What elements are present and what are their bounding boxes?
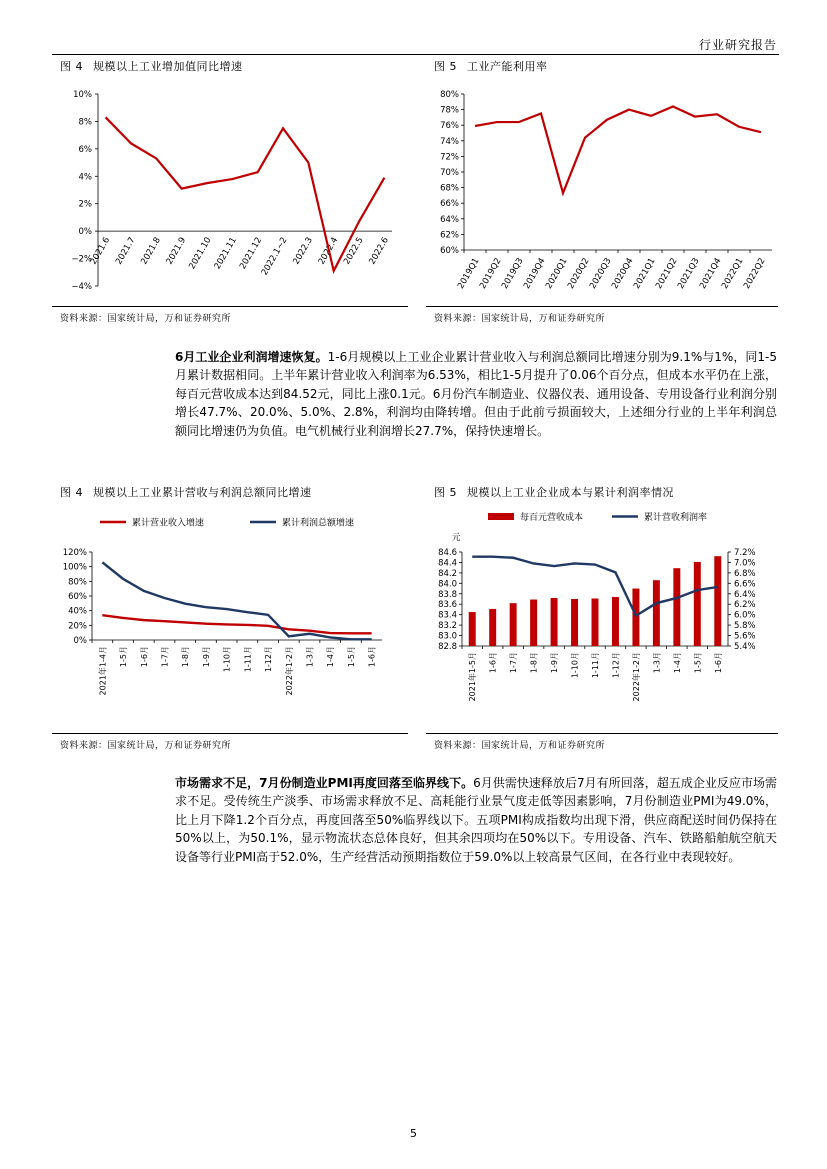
fig2-number: 图 5: [434, 60, 457, 73]
fig1-number: 图 4: [60, 60, 83, 73]
fig3-y-tick-label: 40%: [68, 606, 87, 617]
fig3-y-tick-label: 0%: [73, 636, 87, 646]
fig4-x-tick-label: 1-9月: [550, 652, 560, 674]
fig3-y-tick-label: 20%: [68, 621, 87, 632]
fig4-x-tick-label: 1-10月: [570, 652, 580, 679]
fig1-y-tick-label: 2%: [78, 199, 92, 210]
fig2-y-tick-label: 64%: [440, 214, 459, 225]
fig2-y-tick-label: 70%: [440, 168, 459, 178]
fig1-caption: [60, 58, 253, 74]
fig4-left-tick-label: 83.4: [438, 610, 457, 621]
fig4-left-tick-label: 84.0: [438, 579, 457, 590]
fig2-y-tick-label: 66%: [440, 199, 459, 210]
fig2-x-tick-label: 2020Q3: [588, 256, 614, 291]
fig2-x-tick-label: 2019Q2: [478, 256, 504, 291]
fig4-right-tick-label: 5.6%: [734, 631, 756, 642]
paragraph-pmi-lead: 市场需求不足，7月份制造业PMI再度回落至临界线下。: [175, 776, 474, 790]
fig2-x-tick-label: 2022Q2: [742, 256, 768, 291]
paragraph-profit: [175, 348, 777, 440]
fig3-x-tick-label: 1-9月: [201, 646, 211, 668]
fig1-x-tick-label: 2021.9: [164, 235, 189, 267]
fig2-y-tick-label: 76%: [440, 121, 459, 132]
fig1-y-tick-label: −2%: [71, 254, 92, 265]
fig3-svg: [52, 504, 412, 728]
fig4-x-tick-label: 1-7月: [509, 652, 519, 674]
report-category: 行业研究报告: [698, 38, 777, 52]
fig4-left-axis-unit: 元: [452, 533, 461, 543]
paragraph-profit-lead: 6月工业企业利润增速恢复。: [175, 350, 328, 364]
fig1-y-tick-label: 6%: [78, 144, 92, 155]
fig4-bar: [632, 589, 639, 646]
header-divider: [52, 54, 779, 55]
fig4-source-rule: [426, 733, 778, 734]
fig4-bar: [653, 580, 660, 646]
fig4-x-tick-label: 1-11月: [591, 652, 600, 679]
fig1-x-tick-label: 2022.1~2: [259, 235, 290, 278]
fig2-x-tick-label: 2021Q1: [632, 256, 658, 291]
fig1-svg: [52, 78, 412, 300]
fig4-right-tick-label: 5.4%: [734, 642, 756, 652]
fig4-x-tick-label: 1-12月: [611, 652, 621, 679]
fig1-y-tick-label: 4%: [78, 172, 92, 183]
fig1-x-tick-label: 2021.10: [187, 235, 214, 272]
fig4-bar: [612, 597, 619, 646]
fig4-bar: [551, 598, 558, 646]
fig2-x-tick-label: 2019Q3: [500, 256, 526, 291]
fig2-y-tick-label: 72%: [440, 152, 459, 163]
fig4-left-tick-label: 84.4: [438, 558, 457, 569]
page-number: 5: [410, 1127, 417, 1140]
fig3-x-tick-label: 2021年1-4月: [98, 646, 108, 696]
fig1-x-tick-label: 2021.6: [88, 235, 113, 267]
fig4-bar: [694, 562, 701, 646]
fig3-x-tick-label: 1-5月: [346, 646, 356, 668]
fig4-bar: [592, 598, 599, 646]
fig2-y-tick-label: 74%: [440, 136, 459, 147]
fig4-left-tick-label: 84.6: [438, 548, 457, 558]
fig3-legend-label: 累计利润总额增速: [282, 518, 355, 529]
fig4-left-tick-label: 84.2: [438, 568, 457, 579]
fig4-right-tick-label: 6.4%: [734, 589, 756, 600]
fig3-caption: [60, 484, 322, 500]
fig2-source: 资料来源：国家统计局，万和证券研究所: [434, 314, 606, 324]
fig3-x-tick-label: 1-4月: [326, 646, 336, 668]
fig3-y-tick-label: 100%: [62, 562, 87, 573]
fig4-left-tick-label: 83.8: [438, 589, 457, 600]
fig2-y-tick-label: 80%: [440, 90, 459, 100]
fig4-right-tick-label: 7.0%: [734, 558, 756, 569]
fig4-legend-label-bar: 每百元营收成本: [520, 513, 584, 523]
fig2-x-tick-label: 2020Q1: [544, 256, 570, 291]
fig3-profit-line: [102, 562, 371, 639]
fig2-caption: [434, 58, 558, 74]
fig3-y-tick-label: 120%: [62, 548, 87, 558]
fig2-x-tick-label: 2021Q4: [698, 256, 724, 291]
fig4-legend-swatch-bar: [488, 513, 514, 520]
fig3-x-tick-label: 1-3月: [305, 646, 315, 668]
fig1-x-tick-label: 2022.4: [316, 235, 341, 267]
fig1-x-tick-label: 2021.7: [114, 235, 138, 267]
fig4-legend-label-line: 累计营收利润率: [644, 513, 708, 523]
fig4-x-tick-label: 1-4月: [672, 652, 682, 674]
fig3-y-tick-label: 60%: [68, 592, 87, 602]
fig4-x-tick-label: 1-6月: [713, 652, 723, 674]
fig2-x-tick-label: 2022Q1: [720, 256, 746, 291]
fig1-x-tick-label: 2022.5: [342, 235, 366, 267]
fig2-y-tick-label: 62%: [440, 230, 459, 241]
fig3-source-rule: [52, 733, 408, 734]
fig4-bar: [673, 568, 680, 646]
fig4-x-tick-label: 2022年1-2月: [631, 652, 641, 702]
paragraph-profit-body: 1-6月规模以上工业企业累计营业收入与利润总额同比增速分别为9.1%与1%，同1-5月累计数据相同。上半年累计营业收入利润率为6.53%，相比1-5月提升了0.06个百分点，但成本水平仍在上涨，每百元营收成本达到84.52元，同比上涨0.1元。6月份汽车制造业、仪器仪表、通用设备、专用设备行业利润分别增长47.7%、20.0%、5.0%、2.8%，利润均由降转增。但由于此前亏损面较大，上述细分行业的上半年利润总额同比增速仍为负值。电气机械行业利润增长27.7%，保持快速增长。: [175, 350, 777, 438]
fig3-title: 规模以上工业累计营收与利润总额同比增速: [93, 486, 312, 499]
fig3-x-tick-label: 1-7月: [160, 646, 170, 668]
fig2-title: 工业产能利用率: [467, 60, 548, 73]
fig1-y-tick-label: 8%: [78, 117, 92, 128]
fig4-left-tick-label: 83.0: [438, 631, 457, 642]
fig4-x-tick-label: 1-6月: [488, 652, 498, 674]
fig4-x-tick-label: 1-3月: [652, 652, 662, 674]
fig4-x-tick-label: 1-8月: [529, 652, 539, 674]
fig2-y-tick-label: 68%: [440, 183, 459, 194]
fig2-x-tick-label: 2020Q4: [610, 256, 636, 291]
fig3-y-tick-label: 80%: [68, 577, 87, 588]
fig2-y-tick-label: 78%: [440, 105, 459, 116]
fig3-chart: [52, 504, 412, 728]
fig3-x-tick-label: 1-11月: [243, 646, 253, 673]
fig2-x-tick-label: 2021Q2: [654, 256, 680, 291]
fig3-x-tick-label: 1-8月: [181, 646, 191, 668]
fig2-y-tick-label: 60%: [440, 246, 459, 256]
fig4-x-tick-label: 1-5月: [693, 652, 703, 674]
fig4-chart: [426, 504, 778, 728]
fig4-number: 图 5: [434, 486, 457, 499]
fig4-bar: [571, 599, 578, 646]
fig1-x-tick-label: 2021.12: [238, 235, 265, 272]
fig1-x-tick-label: 2022.6: [367, 235, 391, 267]
fig1-x-tick-label: 2021.11: [212, 235, 239, 272]
fig4-caption: [434, 484, 684, 500]
fig2-x-tick-label: 2019Q4: [522, 256, 548, 291]
fig4-bar: [530, 600, 537, 646]
fig4-title: 规模以上工业企业成本与累计利润率情况: [467, 486, 674, 499]
fig4-bar: [489, 609, 496, 646]
fig4-right-tick-label: 7.2%: [734, 548, 756, 558]
fig4-left-tick-label: 82.8: [438, 642, 457, 652]
fig3-x-tick-label: 1-10月: [222, 646, 232, 673]
fig1-source: 资料来源：国家统计局，万和证券研究所: [60, 314, 232, 324]
fig1-y-tick-label: 10%: [73, 90, 92, 100]
fig4-right-tick-label: 6.6%: [734, 579, 756, 590]
fig4-svg: [426, 504, 778, 728]
fig4-right-tick-label: 6.0%: [734, 610, 756, 621]
fig1-y-tick-label: 0%: [78, 227, 92, 238]
fig4-bar: [714, 556, 721, 646]
fig4-left-tick-label: 83.2: [438, 621, 457, 632]
fig3-x-tick-label: 1-6月: [367, 646, 377, 668]
fig4-x-tick-label: 2021年1-5月: [468, 652, 478, 702]
fig4-left-tick-label: 83.6: [438, 600, 457, 611]
fig2-chart: [426, 78, 778, 300]
fig1-x-tick-label: 2022.3: [291, 235, 315, 267]
fig2-series-line: [475, 106, 761, 193]
fig3-x-tick-label: 2022年1-2月: [284, 646, 294, 696]
fig4-bar: [510, 603, 517, 646]
fig2-x-tick-label: 2019Q1: [456, 256, 482, 291]
fig3-number: 图 4: [60, 486, 83, 499]
fig1-y-tick-label: −4%: [71, 282, 92, 292]
paragraph-pmi-body: 6月供需快速释放后7月有所回落，超五成企业反应市场需求不足。受传统生产淡季、市场需求释放不足、高耗能行业景气度走低等因素影响，7月份制造业PMI为49.0%，比上月下降1.2个百分点，再度回落至50%临界线以下。五项PMI构成指数均出现下滑，供应商配送时间仍保持在50%以上，为50.1%，显示物流状态总体良好，但其余四项均在50%以下。专用设备、汽车、铁路船舶航空航天设备等行业PMI高于52.0%，生产经营活动预期指数位于59.0%以上较高景气区间，在各行业中表现较好。: [175, 776, 777, 864]
fig3-x-tick-label: 1-12月: [264, 646, 274, 673]
fig3-x-tick-label: 1-6月: [139, 646, 149, 668]
fig2-x-tick-label: 2021Q3: [676, 256, 702, 291]
fig4-right-tick-label: 6.8%: [734, 568, 756, 579]
fig2-x-tick-label: 2020Q2: [566, 256, 592, 291]
fig4-right-tick-label: 5.8%: [734, 621, 756, 632]
fig3-source: 资料来源：国家统计局，万和证券研究所: [60, 741, 232, 751]
fig1-chart: [52, 78, 412, 300]
fig1-title: 规模以上工业增加值同比增速: [93, 60, 243, 73]
fig4-right-tick-label: 6.2%: [734, 600, 756, 611]
fig3-revenue-line: [102, 615, 371, 633]
paragraph-pmi: [175, 774, 777, 866]
fig4-bar: [469, 612, 476, 646]
fig1-source-rule: [52, 306, 408, 307]
fig1-x-tick-label: 2021.8: [139, 235, 163, 267]
fig2-source-rule: [426, 306, 778, 307]
fig3-x-tick-label: 1-5月: [119, 646, 129, 668]
fig3-legend-label: 累计营业收入增速: [132, 518, 205, 529]
fig4-source: 资料来源：国家统计局，万和证券研究所: [434, 741, 606, 751]
fig2-svg: [426, 78, 778, 300]
